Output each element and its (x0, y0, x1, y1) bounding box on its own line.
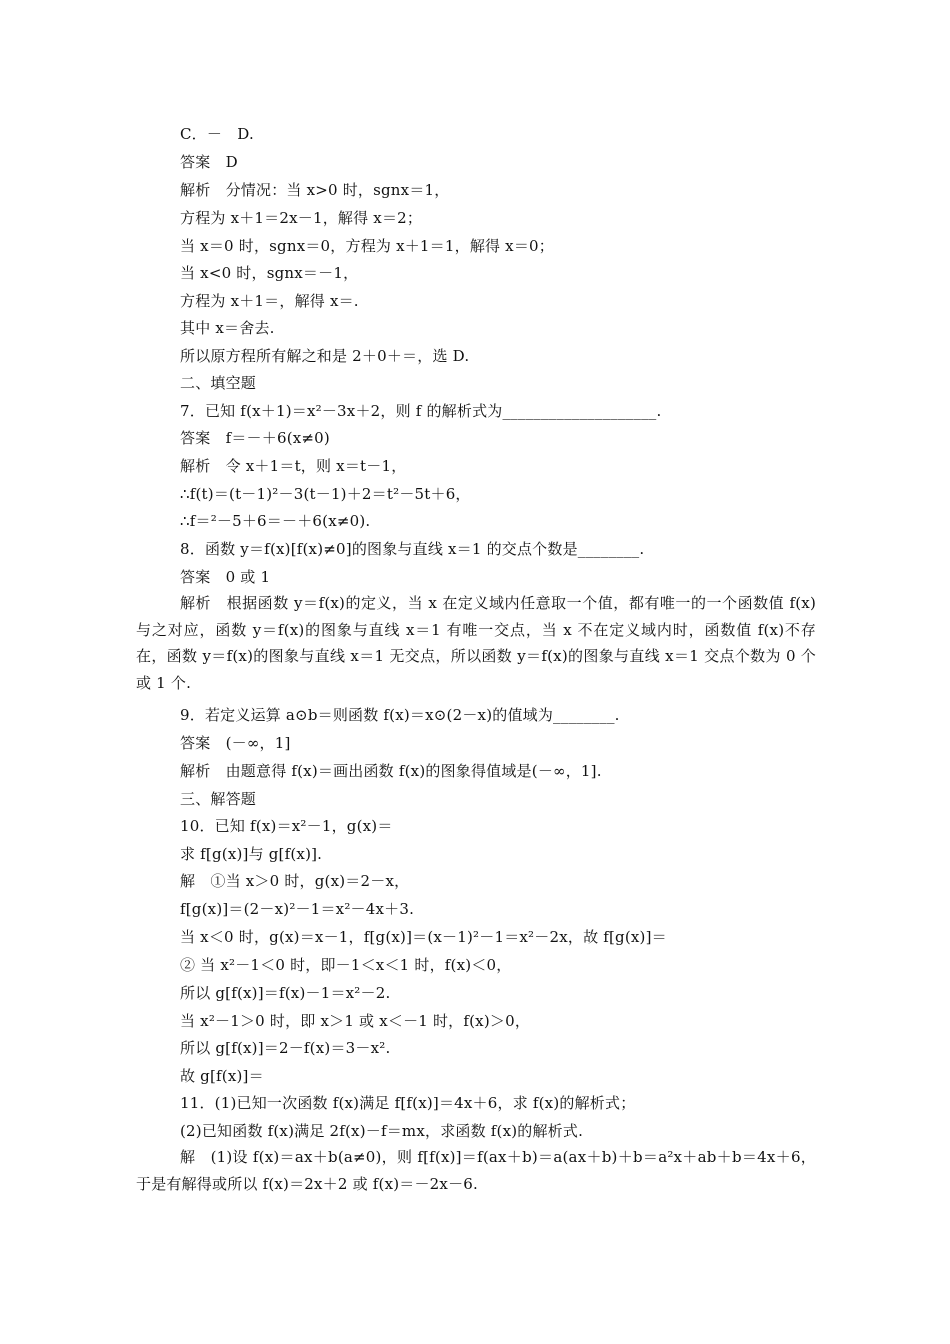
solution-10-line-7: 所以 g[f(x)]＝2－f(x)＝3－x². (180, 1039, 391, 1057)
analysis-6-line-2: 方程为 x＋1＝2x－1，解得 x＝2； (180, 209, 423, 227)
question-10-line-2: 求 f[g(x)]与 g[f(x)]. (180, 845, 323, 863)
analysis-6-line-7: 所以原方程所有解之和是 2＋0＋＝，选 D. (180, 347, 470, 365)
analysis-8-paragraph: 解析 根据函数 y＝f(x)的定义，当 x 在定义域内任意取一个值，都有唯一的一个函数值 f(x)与之对应，函数 y＝f(x)的图象与直线 x＝1 有唯一交点，当 x 不在定义域内时，函数值 f(x)不存在，函数 y＝f(x)的图象与直线 x＝1 无交点，所以函数 y＝f(x)的图象与直线 x＝1 交点个数为 0 个或 1 个. (136, 594, 816, 692)
section-heading-solutions: 三、解答题 (180, 790, 257, 808)
question-7: 7．已知 f(x＋1)＝x²－3x＋2，则 f 的解析式为____________________. (180, 402, 662, 420)
solution-10-line-8: 故 g[f(x)]＝ (180, 1067, 264, 1085)
question-10-line-1: 10．已知 f(x)＝x²－1，g(x)＝ (180, 817, 393, 835)
question-11-part-2: (2)已知函数 f(x)满足 2f(x)－f＝mx，求函数 f(x)的解析式. (180, 1122, 584, 1140)
answer-6: 答案 D (180, 153, 238, 171)
question-9: 9．若定义运算 a⊙b＝则函数 f(x)＝x⊙(2－x)的值域为________. (180, 706, 620, 724)
analysis-7-line-2: ∴f(t)＝(t－1)²－3(t－1)＋2＝t²－5t＋6， (180, 485, 471, 503)
analysis-6-line-5: 方程为 x＋1＝，解得 x＝. (180, 292, 359, 310)
question-8: 8．函数 y＝f(x)[f(x)≠0]的图象与直线 x＝1 的交点个数是________. (180, 540, 645, 558)
analysis-6-line-1: 解析 分情况：当 x>0 时，sgnx＝1， (180, 181, 450, 199)
analysis-6-line-3: 当 x＝0 时，sgnx＝0，方程为 x＋1＝1，解得 x＝0； (180, 237, 554, 255)
answer-8: 答案 0 或 1 (180, 568, 271, 586)
analysis-7-line-1: 解析 令 x＋1＝t，则 x＝t－1， (180, 457, 407, 475)
solution-10-line-1: 解 ①当 x＞0 时，g(x)＝2－x， (180, 872, 410, 890)
analysis-6-line-4: 当 x<0 时，sgnx＝－1， (180, 264, 359, 282)
solution-10-line-3: 当 x＜0 时，g(x)＝x－1，f[g(x)]＝(x－1)²－1＝x²－2x，故 f[g(x)]＝ (180, 928, 667, 946)
section-heading-fill-in: 二、填空题 (180, 374, 257, 392)
solution-10-line-5: 所以 g[f(x)]＝f(x)－1＝x²－2. (180, 984, 391, 1002)
solution-10-line-4: ② 当 x²－1＜0 时，即－1＜x＜1 时，f(x)＜0， (180, 956, 512, 974)
analysis-6-line-6: 其中 x＝舍去. (180, 319, 275, 337)
option-c-d: C．－ D. (180, 125, 254, 143)
solution-10-line-2: f[g(x)]＝(2－x)²－1＝x²－4x＋3. (180, 900, 415, 918)
question-11-part-1: 11．(1)已知一次函数 f(x)满足 f[f(x)]＝4x＋6，求 f(x)的解析式； (180, 1094, 636, 1112)
solution-10-line-6: 当 x²－1＞0 时，即 x＞1 或 x＜－1 时，f(x)＞0， (180, 1012, 531, 1030)
answer-7: 答案 f＝－＋6(x≠0) (180, 429, 330, 447)
solution-11-paragraph: 解 (1)设 f(x)＝ax＋b(a≠0)，则 f[f(x)]＝f(ax＋b)＝a(ax＋b)＋b＝a²x＋ab＋b＝4x＋6，于是有解得或所以 f(x)＝2x＋2 或 f(x)＝－2x－6. (136, 1148, 816, 1193)
analysis-9: 解析 由题意得 f(x)＝画出函数 f(x)的图象得值域是(－∞，1]. (180, 762, 602, 780)
analysis-7-line-3: ∴f＝²－5＋6＝－＋6(x≠0). (180, 512, 371, 530)
answer-9: 答案 (－∞，1] (180, 734, 291, 752)
